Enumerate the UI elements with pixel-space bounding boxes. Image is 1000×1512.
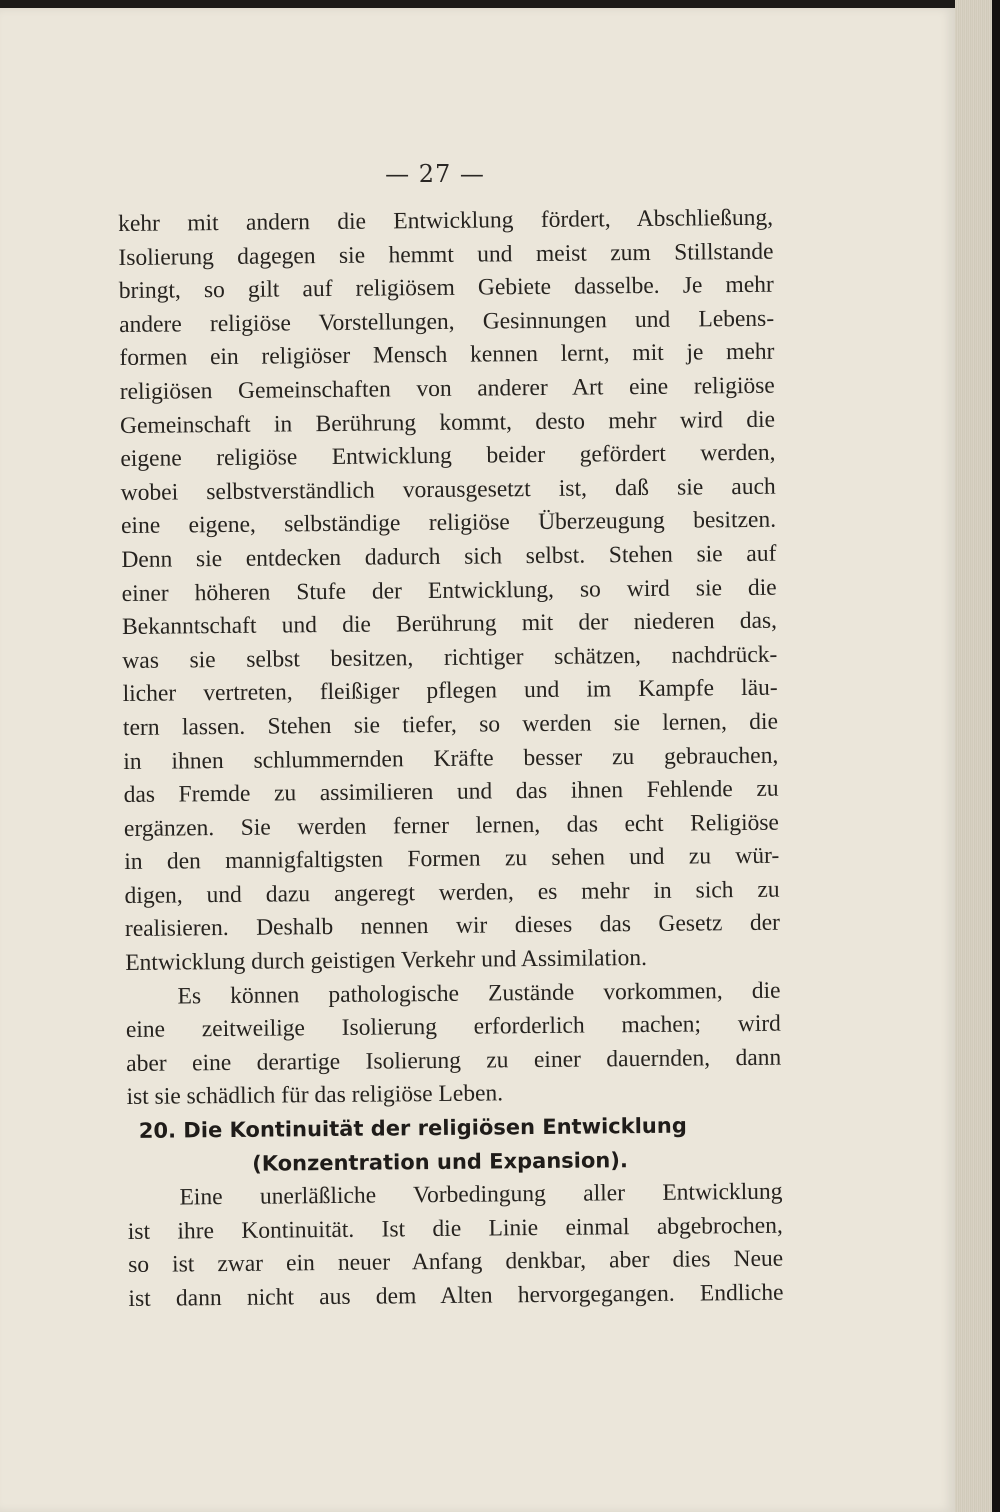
text-line: in den mannigfaltigsten Formen zu sehen und zu wür- xyxy=(124,842,780,876)
text-line: in ihnen schlummernden Kräfte besser zu gebrauchen, xyxy=(123,742,779,775)
text-line: ergänzen. Sie werden ferner lernen, das echt Religiöse xyxy=(123,809,780,842)
text-line: bringt, so gilt auf religiösem Gebiete dasselbe. Je mehr xyxy=(118,271,774,305)
text-line: Denn sie entdecken dadurch sich selbst. Stehen sie auf xyxy=(121,540,777,573)
text-line: ist sie schädlich für das religiöse Leben. xyxy=(126,1080,504,1111)
text-line: religiösen Gemeinschaften von anderer Art eine religiöse xyxy=(119,372,775,405)
text-line: Bekanntschaft und die Berührung mit der niederen das, xyxy=(121,607,778,641)
text-line: ist dann nicht aus dem Alten hervorgegangen. Endliche xyxy=(128,1279,784,1312)
text-line: aber eine derartige Isolierung zu einer dauernden, dann xyxy=(126,1044,782,1077)
text-line: eine zeitweilige Isolierung erforderlich machen; wird xyxy=(125,1010,781,1044)
section-subheading: (Konzentration und Expansion). xyxy=(252,1147,629,1176)
text-line: ist ihre Kontinuität. Ist die Linie einmal abgebrochen, xyxy=(127,1212,783,1245)
text-line: andere religiöse Vorstellungen, Gesinnungen und Lebens- xyxy=(118,305,775,338)
text-line: einer höheren Stufe der Entwicklung, so wird sie die xyxy=(121,574,777,607)
text-line: eine eigene, selbständige religiöse Überzeugung besitzen. xyxy=(120,507,777,540)
text-line: so ist zwar ein neuer Anfang denkbar, aber dies Neue xyxy=(128,1246,784,1279)
text-line: licher vertreten, fleißiger pflegen und im Kampfe läu- xyxy=(122,675,778,708)
text-line: formen ein religiöser Mensch kennen lernt, mit je mehr xyxy=(119,339,775,372)
text-line: Gemeinschaft in Berührung kommt, desto mehr wird die xyxy=(119,406,776,439)
body-text xyxy=(118,202,784,1317)
section-heading: 20. Die Kontinuität der religiösen Entwicklung xyxy=(138,1113,687,1143)
binding-shadow xyxy=(992,0,1000,1512)
text-line: Isolierung dagegen sie hemmt und meist zum Stillstande xyxy=(118,238,774,271)
text-line: Eine unerläßliche Vorbedingung aller Entwicklung xyxy=(179,1178,783,1211)
page-number: — 27 — xyxy=(385,160,485,188)
text-line: digen, und dazu angeregt werden, es mehr in sich zu xyxy=(124,876,780,909)
text-line: eigene religiöse Entwicklung beider gefördert werden, xyxy=(120,439,776,473)
text-line: was sie selbst besitzen, richtiger schätzen, nachdrück- xyxy=(122,641,778,674)
book-page xyxy=(0,8,955,1512)
text-line: kehr mit andern die Entwicklung fördert, Abschließung, xyxy=(118,204,774,237)
text-line: tern lassen. Stehen sie tiefer, so werden sie lernen, die xyxy=(122,708,779,741)
text-line: das Fremde zu assimilieren und das ihnen Fehlende zu xyxy=(123,775,779,809)
text-line: realisieren. Deshalb nennen wir dieses das Gesetz der xyxy=(124,910,781,943)
text-line: Es können pathologische Zustände vorkommen, die xyxy=(177,977,781,1010)
text-line: wobei selbstverständlich vorausgesetzt ist, daß sie auch xyxy=(120,473,776,506)
text-line: Entwicklung durch geistigen Verkehr und Assimilation. xyxy=(125,945,648,977)
